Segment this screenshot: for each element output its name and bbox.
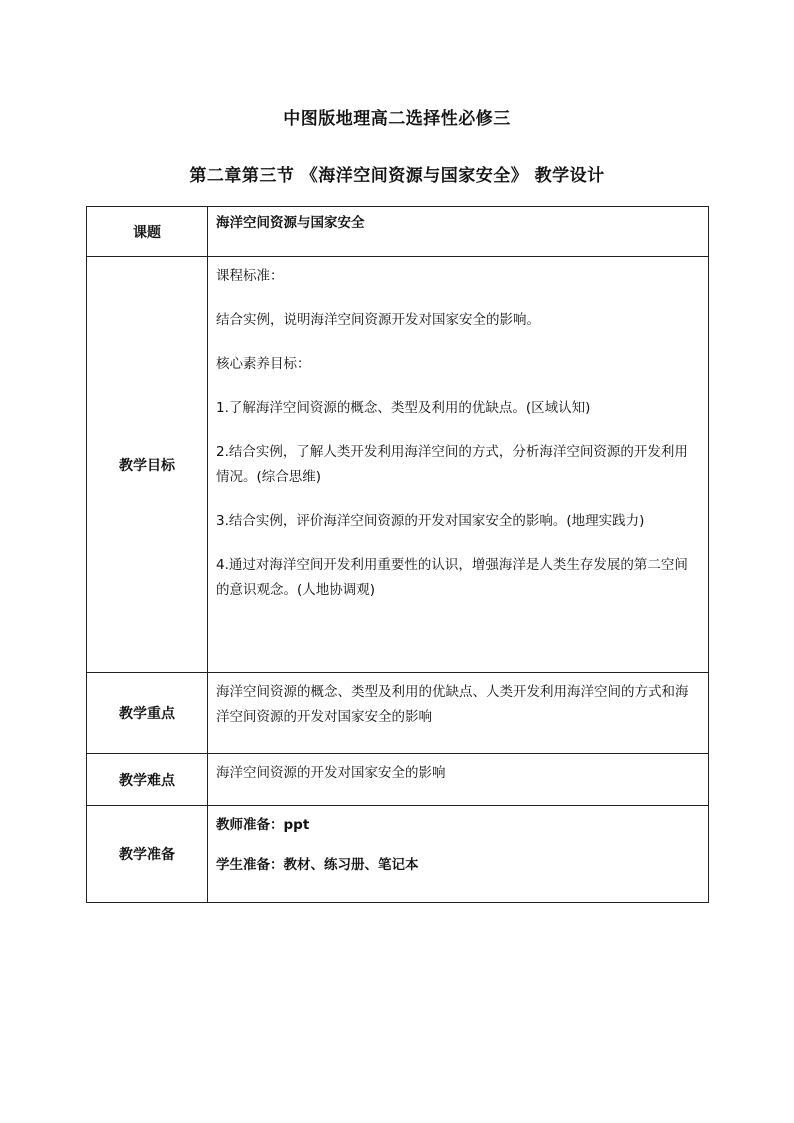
goals-paragraph: 3.结合实例，评价海洋空间资源的开发对国家安全的影响。(地理实践力) (216, 513, 645, 529)
goals-label: 教学目标 (87, 257, 208, 673)
goals-content (208, 257, 709, 673)
topic-value: 海洋空间资源与国家安全 (208, 207, 709, 257)
key-points-content (208, 673, 709, 754)
document-title: 中图版地理高二选择性必修三 (283, 109, 511, 129)
goals-paragraph: 课程标准： (216, 268, 284, 284)
goals-paragraph: 核心素养目标： (216, 356, 311, 372)
key-points-value: 海洋空间资源的概念、类型及利用的优缺点、人类开发利用海洋空间的方式和海洋空间资源的开发对国家安全的影响 (216, 684, 689, 725)
table-row-difficulty (87, 754, 709, 806)
teacher-preparation: 教师准备：ppt (216, 817, 310, 833)
difficulty-value: 海洋空间资源的开发对国家安全的影响 (216, 765, 446, 781)
table-row-goals (87, 257, 709, 673)
preparation-content (208, 806, 709, 903)
difficulty-label: 教学难点 (87, 754, 208, 806)
goals-paragraph: 结合实例，说明海洋空间资源开发对国家安全的影响。 (216, 312, 540, 328)
topic-label: 课题 (87, 207, 208, 257)
document-subtitle: 第二章第三节 《海洋空间资源与国家安全》 教学设计 (189, 166, 605, 186)
preparation-label: 教学准备 (87, 806, 208, 903)
table-row-preparation (87, 806, 709, 903)
goals-paragraph: 4.通过对海洋空间开发利用重要性的认识，增强海洋是人类生存发展的第二空间的意识观念。(人地协调观) (216, 557, 688, 598)
key-points-label: 教学重点 (87, 673, 208, 754)
student-preparation: 学生准备：教材、练习册、笔记本 (216, 857, 419, 873)
lesson-plan-table (86, 206, 709, 903)
goals-paragraph: 2.结合实例，了解人类开发利用海洋空间的方式，分析海洋空间资源的开发利用情况。(综合思维) (216, 444, 688, 485)
difficulty-content (208, 754, 709, 806)
goals-paragraph: 1.了解海洋空间资源的概念、类型及利用的优缺点。(区域认知) (216, 400, 591, 416)
table-row-topic (87, 207, 709, 257)
table-row-key-points (87, 673, 709, 754)
